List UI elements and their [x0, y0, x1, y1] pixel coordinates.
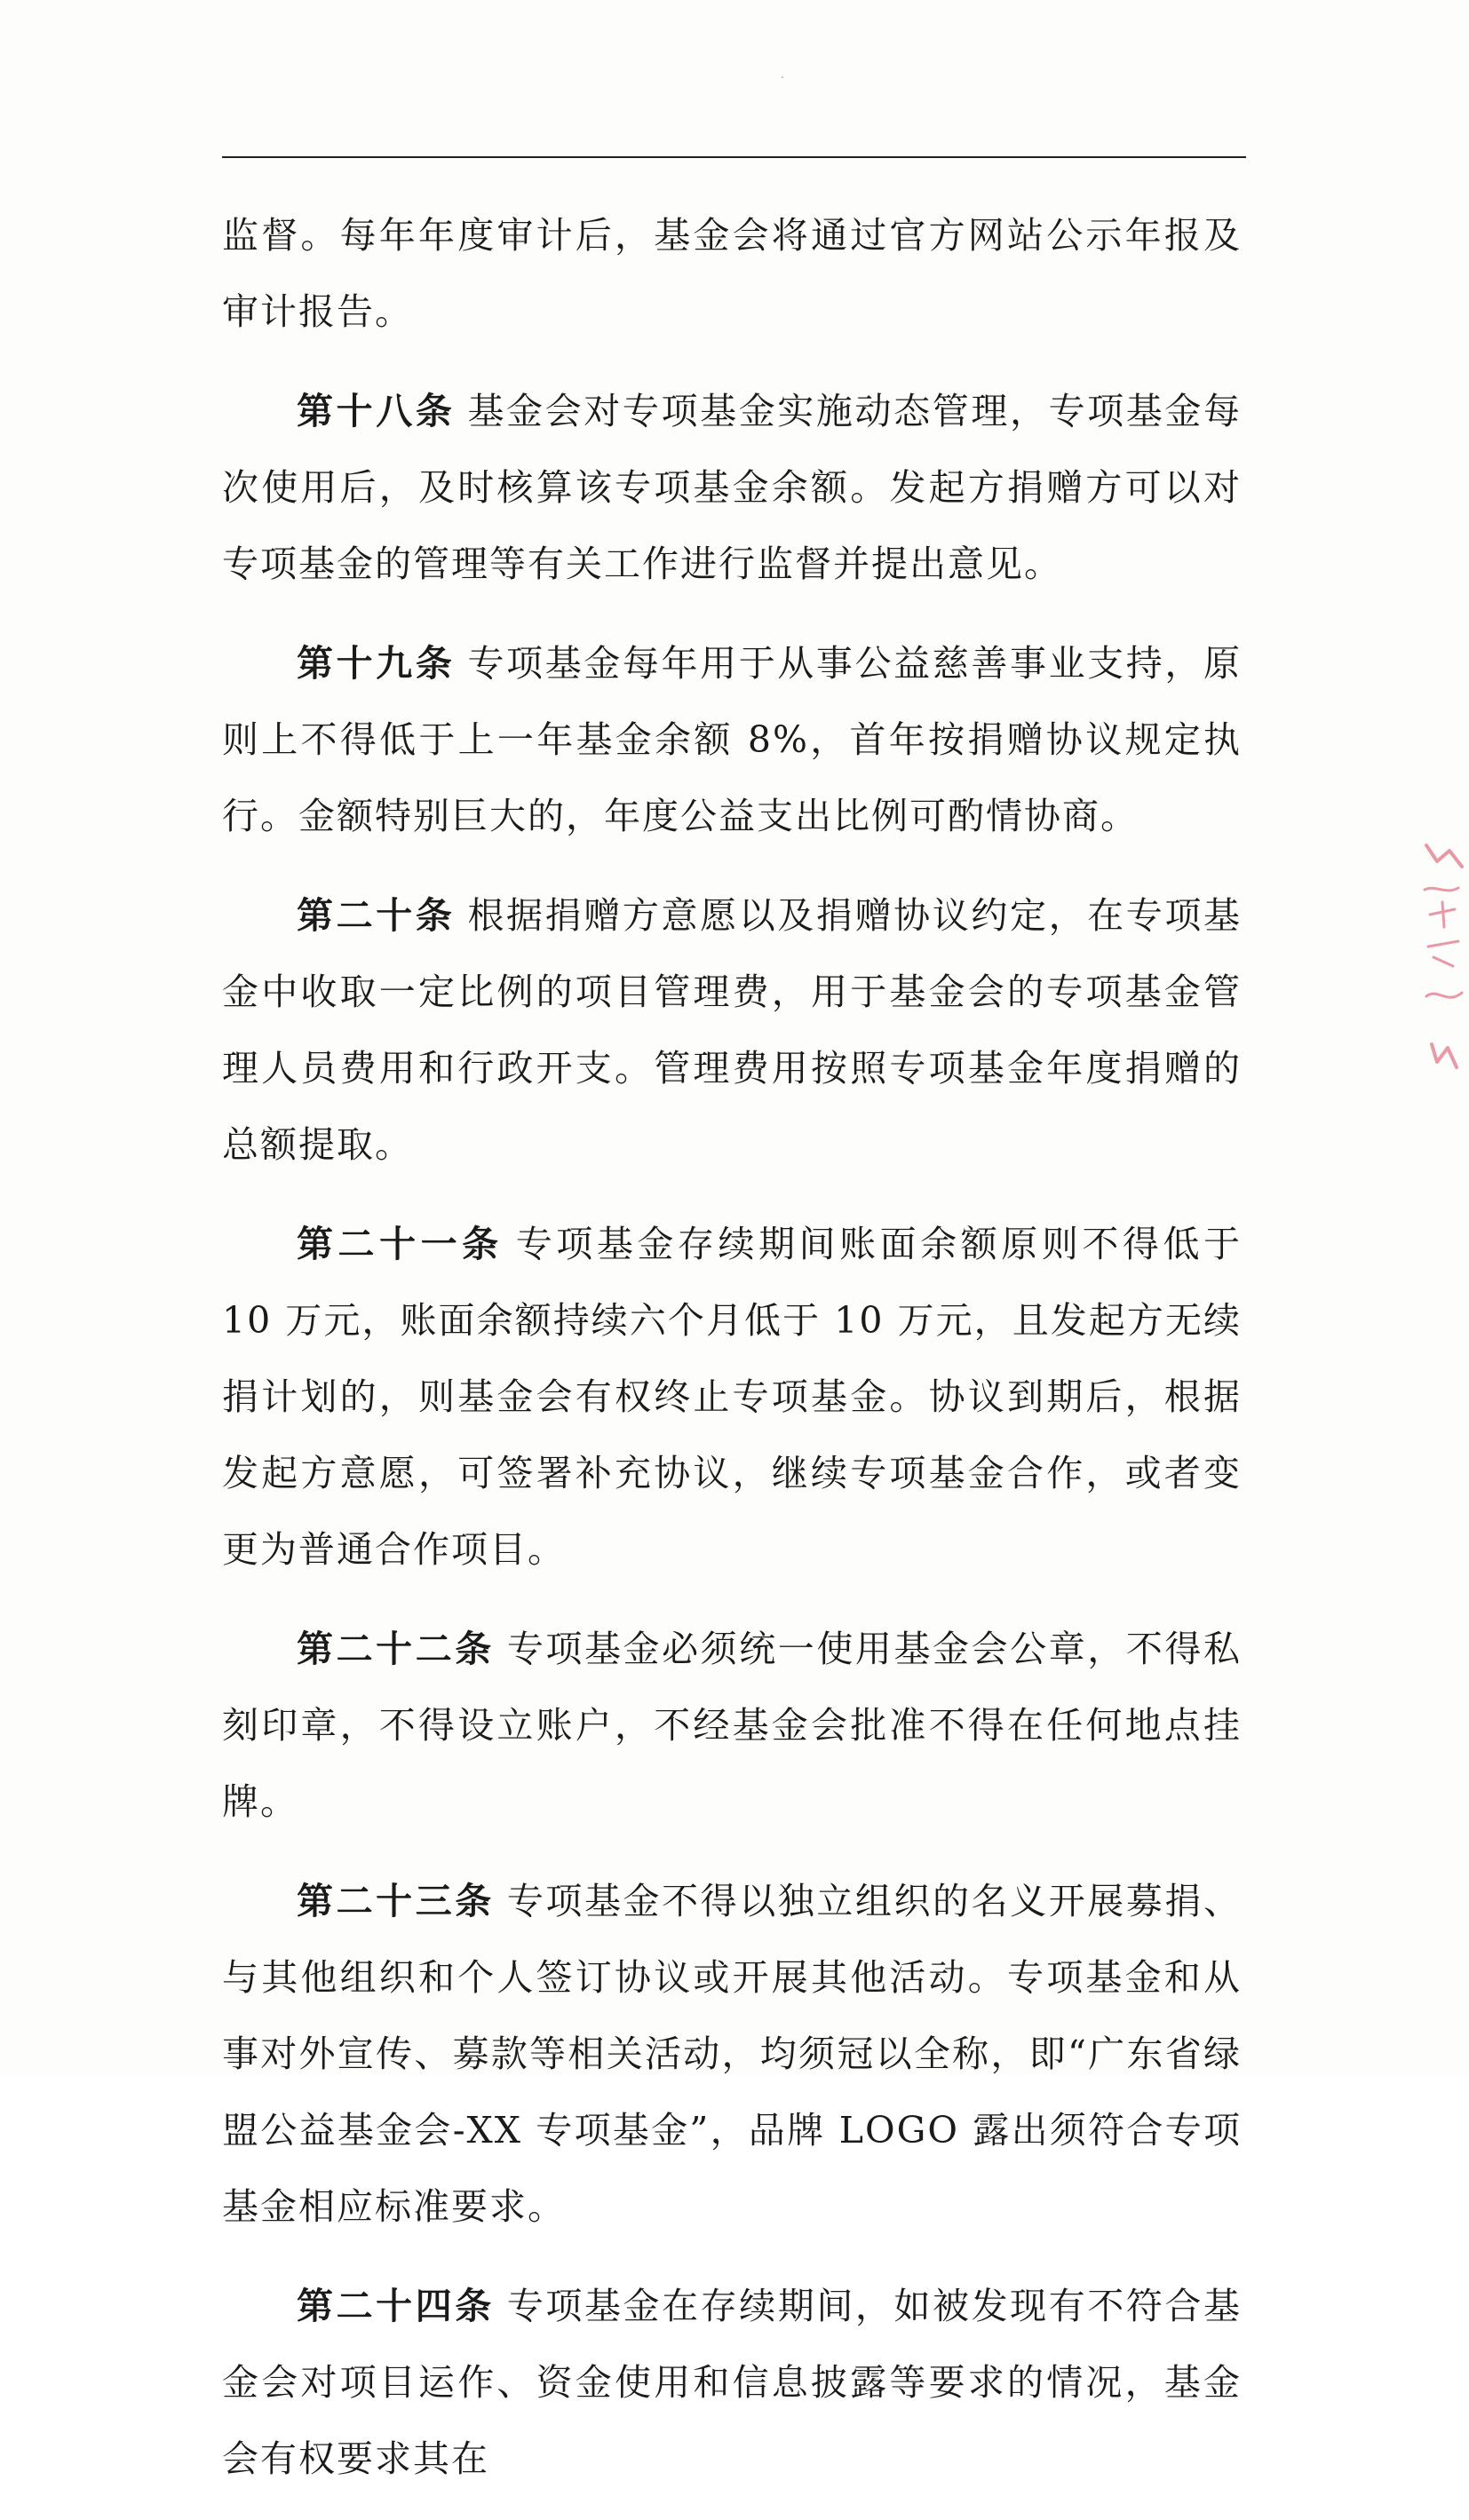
- article-19: [222, 625, 1242, 854]
- seal-stroke: [1425, 888, 1458, 891]
- article-text: 专项基金不得以独立组织的名义开展募捐、与其他组织和个人签订协议或开展其他活动。专项基金和从事对外宣传、募款等相关活动，均须冠以全称，即“广东省绿盟公益基金会-XX 专项基金”，品牌 LOGO 露出须符合专项基金相应标准要求。: [222, 1880, 1242, 2228]
- article-text: 根据捐赠方意愿以及捐赠协议约定，在专项基金中收取一定比例的项目管理费，用于基金会的专项基金管理人员费用和行政开支。管理费用按照专项基金年度捐赠的总额提取。: [222, 894, 1243, 1166]
- seal-stroke: [1426, 845, 1462, 867]
- article-20: [222, 877, 1242, 1183]
- seal-stamp-fragment: [1410, 835, 1469, 1101]
- article-label: 第十八条: [297, 390, 456, 432]
- article-label: 第十九条: [297, 642, 456, 685]
- article-text: 专项基金每年用于从事公益慈善事业支持，原则上不得低于上一年基金余额 8%，首年按捐赠协议规定执行。金额特别巨大的，年度公益支出比例可酌情协商。: [222, 642, 1243, 837]
- article-18: [222, 373, 1242, 602]
- seal-stroke: [1428, 941, 1458, 966]
- article-text: 专项基金存续期间账面余额原则不得低于 10 万元，账面余额持续六个月低于 10 万元，且发起方无续捐计划的，则基金会有权终止专项基金。协议到期后，根据发起方意愿，可签署补充协议，继续专项基金合作，或者变更为普通合作项目。: [222, 1223, 1243, 1571]
- article-21: [222, 1206, 1242, 1588]
- scan-speck: [782, 76, 783, 78]
- article-label: 第二十条: [297, 894, 456, 937]
- article-label: 第二十三条: [297, 1880, 495, 1922]
- document-body: [222, 197, 1242, 2520]
- header-rule: [222, 156, 1246, 158]
- article-text: 专项基金必须统一使用基金会公章，不得私刻印章，不得设立账户，不经基金会批准不得在任何地点挂牌。: [222, 1628, 1242, 1823]
- seal-stroke: [1430, 902, 1455, 927]
- article-label: 第二十二条: [297, 1628, 495, 1670]
- article-label: 第二十一条: [297, 1223, 504, 1265]
- article-23: [222, 1863, 1242, 2245]
- article-label: 第二十四条: [297, 2285, 495, 2327]
- seal-stroke: [1426, 993, 1462, 997]
- article-22: [222, 1611, 1242, 1840]
- article-text: 专项基金在存续期间，如被发现有不符合基金会对项目运作、资金使用和信息披露等要求的情况，基金会有权要求其在: [222, 2285, 1242, 2480]
- paragraph-continuation: [222, 197, 1242, 350]
- paragraph-text: 监督。每年年度审计后，基金会将通过官方网站公示年报及审计报告。: [222, 214, 1242, 333]
- article-24: [222, 2268, 1242, 2497]
- seal-stroke: [1432, 1044, 1457, 1067]
- article-text: 基金会对专项基金实施动态管理，专项基金每次使用后，及时核算该专项基金余额。发起方捐赠方可以对专项基金的管理等有关工作进行监督并提出意见。: [222, 390, 1243, 585]
